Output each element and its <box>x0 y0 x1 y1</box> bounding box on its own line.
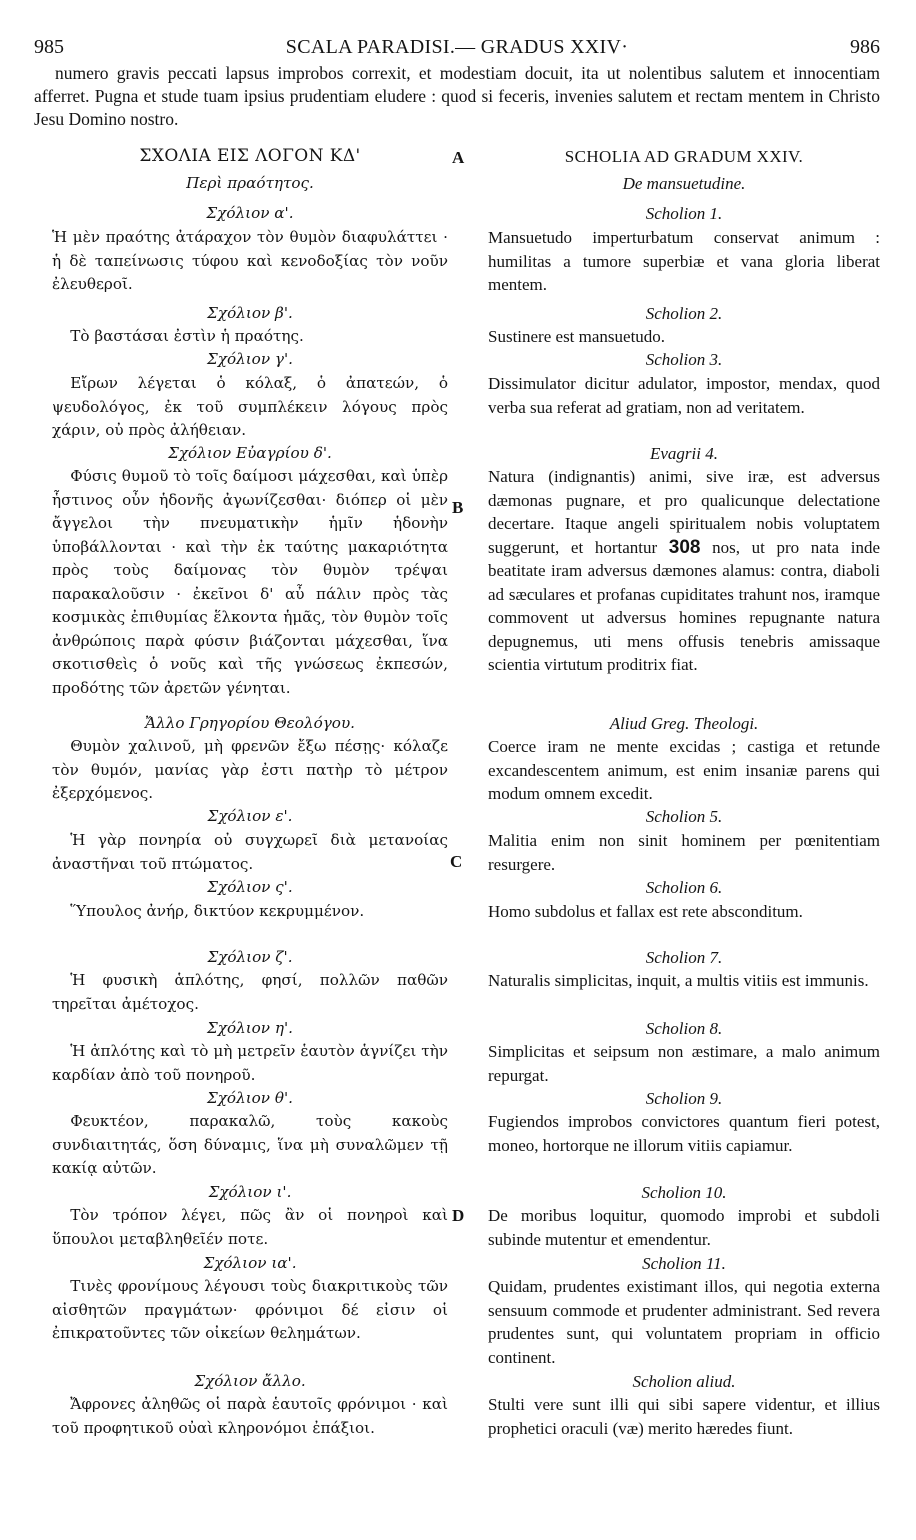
greek-scholion-12-text: Ἄφρονες ἀληθῶς οἱ παρὰ ἑαυτοῖς φρόνιμοι · καὶ τοῦ προφητικοῦ οὐαὶ κληρονόμοι ἐπάξιοι. <box>52 1395 448 1437</box>
greek-scholion-3-text: Εἴρων λέγεται ὁ κόλαξ, ὁ ἀπατεών, ὁ ψευδολόγος, ἐκ τοῦ συμπλέκειν λόγους πρὸς χάριν, οὐ πρὸς ἀλήθειαν. <box>52 374 448 439</box>
greek-scholion-8-text: Ἡ ἁπλότης καὶ τὸ μὴ μετρεῖν ἑαυτὸν ἁγνίζει τὴν καρδίαν ἀπὸ τοῦ πονηροῦ. <box>52 1042 448 1084</box>
greek-scholion-6-text: Ὕπουλος ἀνήρ, δικτύον κεκρυμμένον. <box>70 902 365 920</box>
greek-scholion-2-heading: Σχόλιον β'. <box>207 304 293 322</box>
running-title: SCALA PARADISI.— GRADUS XXIV· <box>285 36 629 58</box>
latin-scholion-3-heading: Scholion 3. <box>645 350 723 369</box>
latin-scholion-4-text-b: nos, ut pro nata inde beatitate iram adversus dæmones alamus: contra, diaboli ad sæculares et profanas cupiditates trahunt nos, iramque commovent ut adversus homines repugnante natura depugnemus, uti mens offusis tenebris amissaque scientia virtutum proditrix fiat. <box>488 537 881 674</box>
margin-letter-d: D <box>452 1206 465 1225</box>
latin-gregory-text: Coerce iram ne mente excidas ; castiga et retunde excandescentem animum, est enim insaniæ parens qui modum omnem excedit. <box>488 737 880 803</box>
greek-scholion-2-text: Τὸ βαστάσαι ἐστὶν ἡ πραότης. <box>70 327 304 345</box>
page-number-left: 985 <box>34 36 64 58</box>
page-number-right: 986 <box>850 36 880 58</box>
greek-subtitle: Περὶ πραότητος. <box>186 174 314 192</box>
greek-scholion-11-heading: Σχόλιον ια'. <box>203 1254 297 1272</box>
greek-scholion-4-text: Φύσις θυμοῦ τὸ τοῖς δαίμοσι μάχεσθαι, καὶ ὑπὲρ ἧστινος οὖν ἡδονῆς ἀγωνίζεσθαι· διόπερ οἱ μὲν ἄγγελοι τὴν πνευματικὴν ἡμῖν ἡδονὴν ὑποβάλλονται · καὶ τὴν ἐκ ταύτης μακαριότητα πρὸς τοὺς δαίμονας τὸν θυμὸν τρέψαι παρακαλοῦσιν · ἐκεῖνοι δ' αὖ πάλιν πρὸς τὰς κοσμικὰς ἐπιθυμίας ἕλκοντα ἡμᾶς, τὸν θυμὸν τοῖς ἀνθρώποις παρὰ φύσιν βιάζονται μάχεσθαι, ἵνα σκοτισθεὶς ὁ νοῦς καὶ τῆς γνώσεως ἐκπεσών, προδότης τῶν ἀρετῶν γένηται. <box>52 467 448 697</box>
latin-scholion-2-text: Sustinere est mansuetudo. <box>488 327 666 346</box>
greek-scholion-1-text: Ἡ μὲν πραότης ἀτάραχον τὸν θυμὸν διαφυλάττει · ἡ δὲ ταπείνωσις τύφου καὶ κενοδοξίας τὸν νοῦν ἐλευθεροῖ. <box>52 228 448 293</box>
latin-title: SCHOLIA AD GRADUM XXIV. <box>564 147 804 166</box>
greek-scholion-12-heading: Σχόλιον ἄλλο. <box>194 1372 306 1390</box>
greek-scholion-3-heading: Σχόλιον γ'. <box>207 350 293 368</box>
greek-scholion-4-heading: Σχόλιον Εὐαγρίου δ'. <box>168 444 332 462</box>
margin-letter-a: A <box>452 148 465 167</box>
page-header <box>34 36 880 60</box>
latin-scholion-7-heading: Scholion 7. <box>645 948 723 967</box>
latin-scholion-12-text: Stulti vere sunt illi qui sibi sapere videntur, et illius prophetici oraculi (væ) merito hæredes fiunt. <box>488 1395 880 1438</box>
greek-scholion-9-text: Φευκτέον, παρακαλῶ, τοὺς κακοὺς συνδιαιτητάς, ὅση δύναμις, ἵνα μὴ συναλῶμεν τῇ κακίᾳ αὐτῶν. <box>52 1112 448 1177</box>
margin-letter-b: B <box>452 498 464 517</box>
latin-scholion-1-heading: Scholion 1. <box>645 204 723 223</box>
greek-scholion-1-heading: Σχόλιον α'. <box>206 204 294 222</box>
column-number-marker: 308 <box>668 536 701 558</box>
latin-subtitle: De mansuetudine. <box>622 174 746 193</box>
greek-scholion-5-text: Ἡ γὰρ πονηρία οὐ συγχωρεῖ διὰ μετανοίας ἀναστῆναι τοῦ πτώματος. <box>52 831 448 873</box>
latin-scholion-4-heading: Evagrii 4. <box>650 444 718 463</box>
greek-gregory-heading: Ἄλλο Γρηγορίου Θεολόγου. <box>144 714 356 732</box>
latin-scholion-3-text: Dissimulator dicitur adulator, impostor, mendax, quod verba sua referat ad gratiam, non ad veritatem. <box>488 374 880 417</box>
latin-scholion-8-text: Simplicitas et seipsum non æstimare, a malo animum repurgat. <box>488 1042 880 1085</box>
latin-scholion-9-heading: Scholion 9. <box>645 1089 723 1108</box>
greek-scholion-10-heading: Σχόλιον ι'. <box>208 1183 292 1201</box>
latin-scholion-5-heading: Scholion 5. <box>645 807 723 826</box>
greek-scholion-11-text: Τινὲς φρονίμους λέγουσι τοὺς διακριτικοὺς τῶν αἰσθητῶν πραγμάτων· φρόνιμοι δέ εἰσιν οἱ ἐπικρατοῦντες τῶν οἰκείων θελημάτων. <box>52 1277 448 1342</box>
latin-scholion-1-text: Mansuetudo imperturbatum conservat animum : humilitas a tumore superbiæ et vana gloria liberat mentem. <box>488 228 880 294</box>
latin-scholion-9-text: Fugiendos improbos convictores quantum fieri potest, moneo, hortorque ne illorum vitiis capiamur. <box>488 1112 880 1155</box>
latin-scholion-6-text: Homo subdolus et fallax est rete absconditum. <box>488 902 803 921</box>
greek-scholion-5-heading: Σχόλιον ε'. <box>207 807 293 825</box>
latin-scholion-10-heading: Scholion 10. <box>641 1183 727 1202</box>
latin-scholion-10-text: De moribus loquitur, quomodo improbi et subdoli subinde mutentur et emendentur. <box>488 1206 880 1249</box>
latin-scholion-4-text <box>488 465 880 677</box>
latin-scholion-5-text: Malitia enim non sinit hominem per pœnitentiam resurgere. <box>488 831 880 874</box>
latin-gregory-heading: Aliud Greg. Theologi. <box>609 714 759 733</box>
greek-scholion-6-heading: Σχόλιον ς'. <box>207 878 293 896</box>
latin-scholion-8-heading: Scholion 8. <box>645 1019 723 1038</box>
intro-paragraph: numero gravis peccati lapsus improbos correxit, et modestiam docuit, ita ut nolentibus salutem et innocentiam afferret. Pugna et stude tuam ipsius prudentiam eludere : quod si feceris, invenies salutem et rectam mentem in Christo Jesu Domino nostro. <box>34 63 880 129</box>
greek-scholion-10-text: Τὸν τρόπον λέγει, πῶς ἂν οἱ πονηροὶ καὶ ὕπουλοι μεταβληθεῖέν ποτε. <box>52 1206 448 1248</box>
latin-scholion-7-text: Naturalis simplicitas, inquit, a multis vitiis est immunis. <box>488 971 869 990</box>
greek-title: ΣΧΟΛΙΑ ΕΙΣ ΛΟΓΟΝ ΚΔ' <box>139 146 361 166</box>
greek-scholion-8-heading: Σχόλιον η'. <box>207 1019 293 1037</box>
latin-scholion-11-heading: Scholion 11. <box>642 1254 726 1273</box>
greek-scholion-7-text: Ἡ φυσικὴ ἁπλότης, φησί, πολλῶν παθῶν τηρεῖται ἀμέτοχος. <box>52 971 448 1013</box>
greek-scholion-7-heading: Σχόλιον ζ'. <box>207 948 293 966</box>
greek-scholion-9-heading: Σχόλιον θ'. <box>206 1089 293 1107</box>
greek-gregory-text: Θυμὸν χαλινοῦ, μὴ φρενῶν ἔξω πέσῃς· κόλαζε τὸν θυμόν, μανίας γὰρ ἐστι πατὴρ τὸ μέτρον ἐξερχόμενος. <box>52 737 448 802</box>
latin-scholion-11-text: Quidam, prudentes existimant illos, qui negotia externa sensuum commode et prudenter administrant. Sed revera prudentes sunt, qui voluntatem propriam in officio continent. <box>488 1277 880 1367</box>
latin-scholion-4-text-a: Natura (indignantis) animi, sive iræ, est adversus dæmonas pugnare, et pro qualicunque delectatione decertare. Itaque angeli spiritualem nobis voluptatem suggerunt, et hortantur <box>488 467 880 557</box>
margin-letter-c: C <box>450 852 463 871</box>
latin-scholion-2-heading: Scholion 2. <box>645 304 723 323</box>
latin-scholion-6-heading: Scholion 6. <box>645 878 723 897</box>
latin-scholion-12-heading: Scholion aliud. <box>632 1372 736 1391</box>
